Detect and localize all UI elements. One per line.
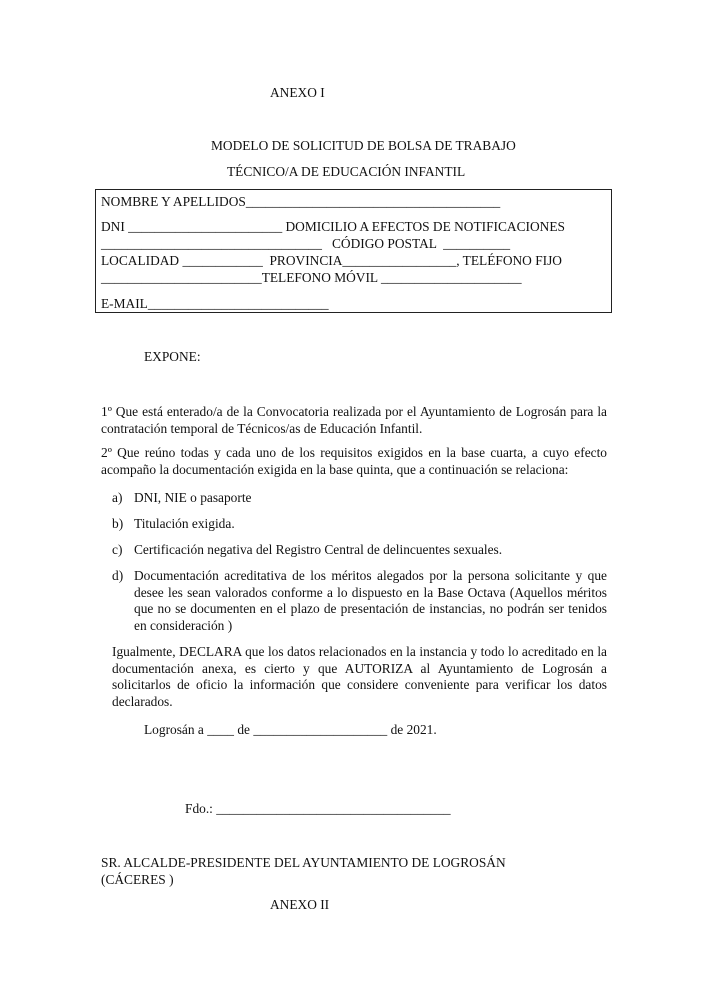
email-line: E-MAIL___________________________ xyxy=(101,296,329,311)
form-subtitle: TÉCNICO/A DE EDUCACIÓN INFANTIL xyxy=(227,164,466,179)
list-letter: a) xyxy=(112,490,123,505)
list-letter: d) xyxy=(112,568,124,583)
addressee-line-1: SR. ALCALDE-PRESIDENTE DEL AYUNTAMIENTO DE LOGROSÁN xyxy=(101,855,506,870)
addressee-line-2: (CÁCERES ) xyxy=(101,872,174,887)
annex-title: ANEXO I xyxy=(270,85,325,100)
list-text: Certificación negativa del Registro Central de delincuentes sexuales. xyxy=(134,542,503,557)
list-letter: b) xyxy=(112,516,124,531)
dni-address-line: DNI _______________________ DOMICILIO A EFECTOS DE NOTIFICACIONES xyxy=(101,219,565,234)
mobile-phone-line: ________________________TELEFONO MÓVIL _____________________ xyxy=(101,270,522,285)
paragraph-1: 1º Que está enterado/a de la Convocatoria realizada por el Ayuntamiento de Logrosán para la contratación temporal de Técnicos/as de Educación Infantil. xyxy=(101,404,607,436)
paragraph-2: 2º Que reúno todas y cada uno de los requisitos exigidos en la base cuarta, a cuyo efecto acompaño la documentación exigida en la base quinta, que a continuación se relaciona: xyxy=(101,445,607,477)
locality-province-phone-line: LOCALIDAD ____________ PROVINCIA_________________, TELÉFONO FIJO xyxy=(101,253,562,268)
list-text: Documentación acreditativa de los méritos alegados por la persona solicitante y que desee les sean valorados conforme a lo dispuesto en la Base Octava (Aquellos méritos que no se documenten en el plazo de presentación de instancias, no podrán ser tenidos en consideración ) xyxy=(134,568,607,633)
declaration-paragraph: Igualmente, DECLARA que los datos relacionados en la instancia y todo lo acreditado en la documentación anexa, es cierto y que AUTORIZA al Ayuntamiento de Logrosán a solicitarlos de oficio la información que considere conveniente para verificar los datos declarados. xyxy=(112,644,607,709)
annex-2-title: ANEXO II xyxy=(270,897,330,912)
list-text: Titulación exigida. xyxy=(134,516,235,531)
signature-line: Fdo.: ___________________________________ xyxy=(185,801,451,816)
form-title: MODELO DE SOLICITUD DE BOLSA DE TRABAJO xyxy=(211,138,516,153)
address-postal-code-line: _________________________________ CÓDIGO POSTAL __________ xyxy=(101,236,511,251)
date-line: Logrosán a ____ de ____________________ de 2021. xyxy=(144,722,437,737)
list-letter: c) xyxy=(112,542,123,557)
expone-heading: EXPONE: xyxy=(144,349,201,364)
name-field-line: NOMBRE Y APELLIDOS______________________________________ xyxy=(101,194,501,209)
list-text: DNI, NIE o pasaporte xyxy=(134,490,252,505)
